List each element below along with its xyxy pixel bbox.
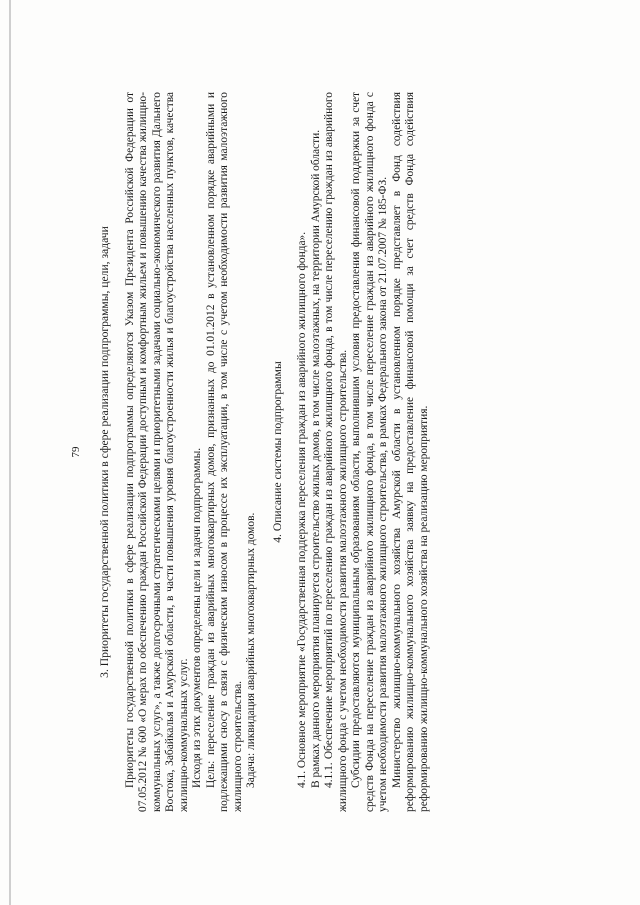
section-4-title: 4. Описание системы подпрограммы bbox=[270, 361, 284, 543]
section-gap bbox=[259, 92, 271, 812]
rotated-document-page bbox=[60, 62, 580, 842]
section-3-paragraph: Приоритеты государственной политики в сфере реализации подпрограммы определяются Указом Президента Российской Федерации от 07.05.2012 № 600 «О мерах по обеспечению граждан Российской Федерации доступным и комфортным жильем и повышению качества жилищно-коммунальных услуг», а также долгосрочными стратегическими целями и приоритетными задачами социально-экономического развития Дальнего Востока, Забайкалья и Амурской области, в части повышения уровня благоустроенности жилья и благоустройства населенных пунктов, качества жилищно-коммунальных услуг. bbox=[123, 92, 190, 812]
document-body bbox=[98, 92, 431, 812]
section-4-paragraph: Министерство жилищно-коммунального хозяйства Амурской области в установленном порядке представляет в Фонд содействия реформированию жилищно-коммунального хозяйства заявку на предоставление финансовой помощи за счет средств Фонда содействия реформированию жилищно-коммунального хозяйства на реализацию мероприятия. bbox=[390, 92, 430, 812]
section-4-paragraph: В рамках данного мероприятия планируется строительство жилых домов, в том числе малоэтажных, на территории Амурской области. bbox=[309, 129, 322, 788]
section-3-title: 3. Приоритеты государственной политики в сфере реализации подпрограммы, цели, задачи bbox=[98, 226, 111, 678]
section-4-paragraph: 4.1. Основное мероприятие «Государственная поддержка переселения граждан из аварийного жилищного фонда». bbox=[296, 231, 308, 788]
section-3-paragraph: Задача: ликвидация аварийных многоквартирных домов. bbox=[245, 512, 257, 788]
page-number: 79 bbox=[70, 446, 82, 458]
section-3-paragraph: Исходя из этих документов определены цели и задачи подпрограммы. bbox=[191, 447, 203, 788]
section-4-paragraph: Субсидии предоставляются муниципальным образованиям области, выполнившим условия предоставления финансовой поддержки за счет средств Фонда на переселение граждан из аварийного жилищного фонда, в том числе переселение граждан из аварийного жилищного фонда с учетом необходимости развития малоэтажного жилищного строительства, в рамках Федерального закона от 21.07.2007 № 185-ФЗ. bbox=[350, 92, 389, 812]
section-4-paragraph: 4.1.1. Обеспечение мероприятий по переселению граждан из аварийного жилищного фонда, в том числе переселению граждан из аварийного жилищного фонда с учетом необходимости развития малоэтажного жилищного строительства. bbox=[323, 92, 349, 812]
scan-edge-mark bbox=[9, 0, 11, 905]
section-3-paragraph: Цель: переселение граждан из аварийных многоквартирных домов, признанных до 01.01.2012 в установленном порядке аварийными и подлежащими сносу в связи с физическим износом в процессе их эксплуатации, в том числе с учетом необходимости развития малоэтажного жилищного строительства. bbox=[204, 92, 244, 812]
